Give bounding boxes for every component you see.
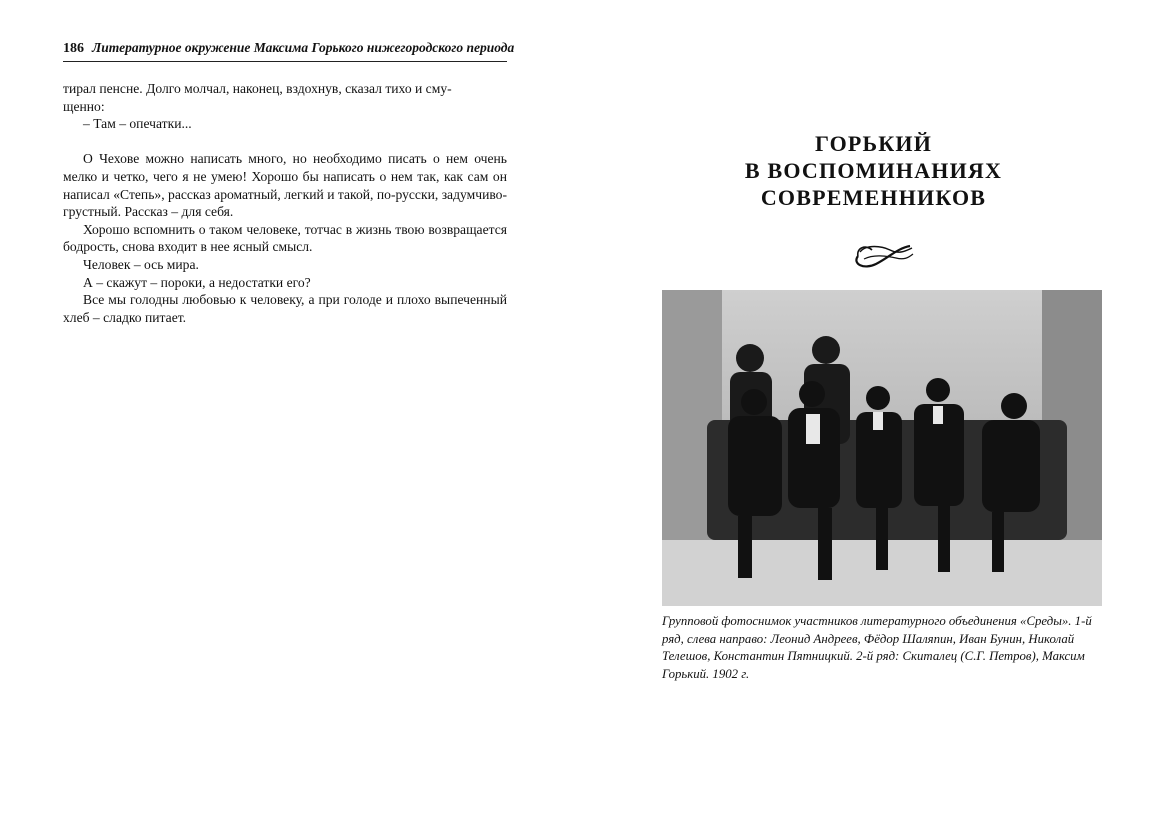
chapter-title-line-3: СОВРЕМЕННИКОВ: [760, 185, 987, 210]
photo-caption: Групповой фотоснимок участников литературного объединения «Среды». 1-й ряд, слева направо: Леонид Андреев, Фёдор Шаляпин, Иван Бунин, Николай Телешов, Константин Пятницкий. 2-й ряд: Скиталец (С.Г. Петров), Максим Горький. 1902 г.: [662, 614, 1092, 681]
paragraph-5: Хорошо вспомнить о таком человеке, тотчас в жизнь твою возвращается бодрость, снова входит в нее ясный смысл.: [63, 221, 507, 255]
paragraph-8: Все мы голодны любовью к человеку, а при голоде и плохо выпеченный хлеб – сладко питает.: [63, 292, 507, 325]
body-text: [63, 80, 507, 326]
chapter-title-line-1: ГОРЬКИЙ: [814, 131, 933, 156]
right-page: [582, 0, 1165, 827]
group-photo-illustration: [662, 290, 1102, 606]
paragraph-4: О Чехове можно написать много, но необходимо писать о нем очень мелко и четко, чего я не умею! Хорошо бы написать о нем так, как сам он написал «Степь», рассказ ароматный, легкий и такой, по-русски, задумчиво-грустный. Рассказ – для себя.: [63, 151, 507, 220]
paragraph-6: Человек – ось мира.: [83, 256, 199, 272]
left-page: [0, 0, 582, 827]
paragraph-2: щенно:: [63, 98, 105, 114]
paragraph-7: А – скажут – пороки, а недостатки его?: [83, 274, 311, 290]
paragraph-3: – Там – опечатки...: [83, 116, 192, 132]
chapter-title-line-2: В ВОСПОМИНАНИЯХ: [744, 158, 1003, 183]
running-header: [63, 40, 515, 62]
group-photo: [662, 290, 1102, 606]
page-number: 186: [63, 41, 84, 56]
flourish-ornament-icon: [846, 234, 916, 274]
chapter-title: [582, 130, 1165, 211]
running-header-title: Литературное окружение Максима Горького нижегородского периода: [92, 40, 515, 55]
paragraph-1: тирал пенсне. Долго молчал, наконец, вздохнув, сказал тихо и сму-: [63, 81, 452, 96]
